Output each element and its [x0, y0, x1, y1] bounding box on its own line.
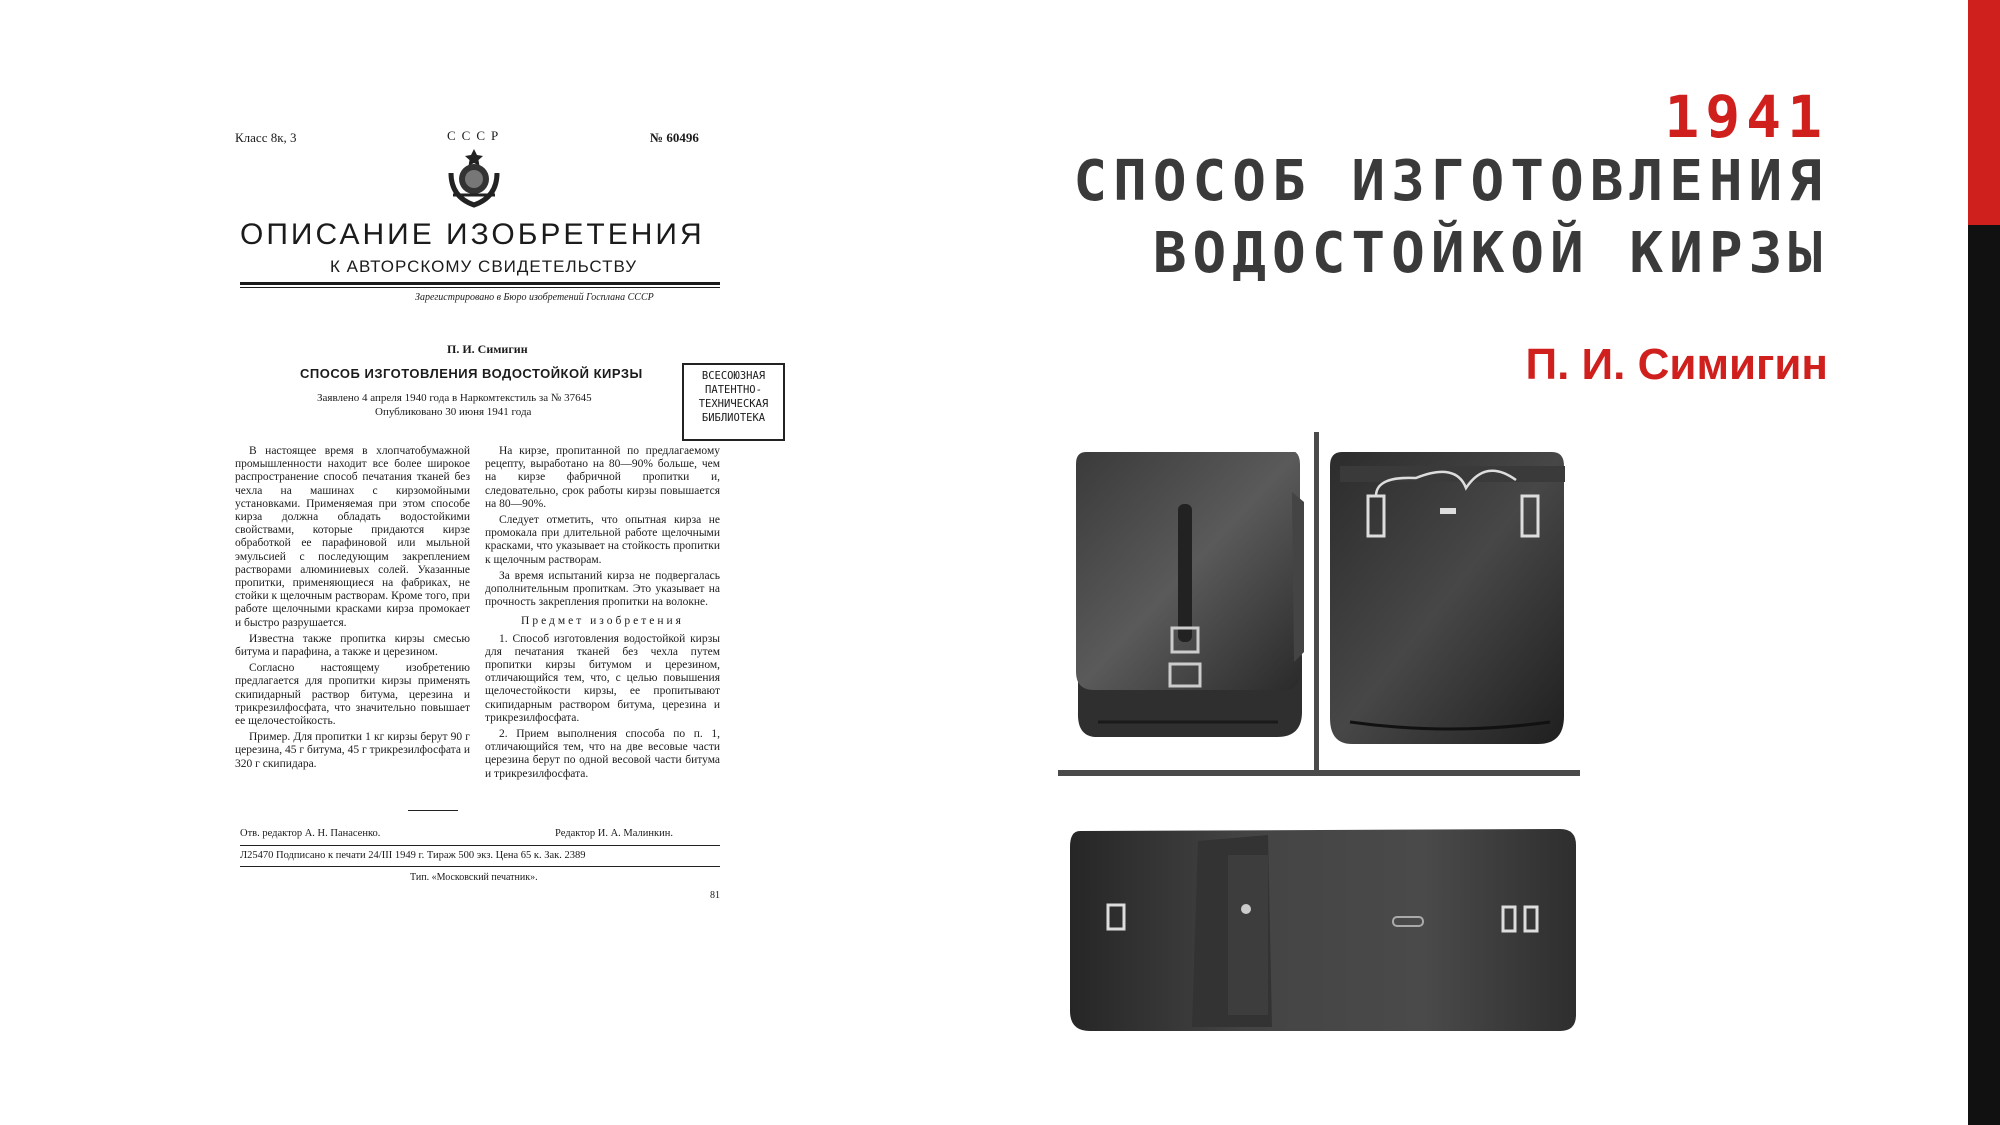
title-author: П. И. Симигин — [1525, 340, 1828, 389]
stamp-line: БИБЛИОТЕКА — [701, 412, 766, 424]
doc-country: СССР — [447, 128, 505, 143]
ussr-emblem-icon — [443, 145, 505, 209]
accent-bar-black — [1968, 225, 2000, 1125]
stamp-line: ВСЕСОЮЗНАЯ — [701, 370, 766, 382]
doc-typography: Тип. «Московский печатник». — [410, 872, 538, 883]
photo-divider-horizontal — [1058, 770, 1580, 776]
doc-editor-right: Редактор И. А. Малинкин. — [555, 828, 673, 839]
doc-author: П. И. Симигин — [447, 342, 528, 356]
photo-divider-vertical — [1314, 432, 1319, 772]
doc-subject-heading: Предмет изобретения — [521, 615, 684, 628]
doc-paragraph: В настоящее время в хлопчатобумажной промышленности находит все более широкое распространение способ печатания тканей без чехла на машинах с кирзомойными установками. Применяемая при этом способе кирза должна обладать водостойкими свойствами, которые придаются кирзе обработкой ее парафиновой или мыльной эмульсией с последующим закреплением растворами алюминиевых солей. Указанные пропитки, применяющиеся на фабриках, не стойки к щелочным растворам. Кроме того, при работе щелочными красками кирза промокает и быстро разрушается. — [235, 445, 470, 629]
doc-class: Класс 8к, 3 — [235, 130, 297, 145]
doc-registered: Зарегистрировано в Бюро изобретений Госплана СССР — [415, 292, 654, 303]
doc-claim: 1. Способ изготовления водостойкой кирзы для печатания тканей без чехла путем пропитки кирзы битумом и церезином, отличающийся тем, что, с целью повышения щелочестойкости кирзы, ее пропитывают скипидарным раствором битума, церезина и трикрезилфосфата. — [485, 632, 720, 724]
doc-left-column — [235, 445, 470, 774]
doc-paragraph: Согласно настоящему изобретению предлагается для пропитки кирзы применять скипидарный раствор битума, церезина и трикрезилфосфата, что значительно повышает ее щелочестойкость. — [235, 662, 470, 728]
title-line-2: ВОДОСТОЙКОЙ КИРЗЫ — [1152, 221, 1828, 286]
doc-divider — [408, 810, 458, 811]
doc-number: № 60496 — [650, 130, 699, 145]
doc-claim: 2. Прием выполнения способа по п. 1, отличающийся тем, что на две весовые части церезина берут по одной весовой части битума и трикрезилфосфата. — [485, 728, 720, 780]
doc-paragraph: За время испытаний кирза не подвергалась дополнительным пропиткам. Это указывает на прочность закрепления пропитки на волокне. — [485, 569, 720, 609]
stamp-line: ПАТЕНТНО- — [705, 384, 762, 396]
stamp-line: ТЕХНИЧЕСКАЯ — [698, 398, 769, 410]
doc-page-number: 81 — [710, 890, 720, 901]
doc-print-info: Л25470 Подписано к печати 24/III 1949 г. Тираж 500 экз. Цена 65 к. Зак. 2389 — [240, 850, 586, 861]
doc-right-column — [485, 445, 720, 784]
doc-title: СПОСОБ ИЗГОТОВЛЕНИЯ ВОДОСТОЙКОЙ КИРЗЫ — [300, 366, 643, 381]
doc-published: Опубликовано 30 июня 1941 года — [375, 406, 532, 418]
doc-paragraph: Следует отметить, что опытная кирза не промокала при длительной работе щелочными красками, что указывает на стойкость пропитки к щелочным растворам. — [485, 514, 720, 566]
doc-editor-left: Отв. редактор А. Н. Панасенко. — [240, 828, 381, 839]
doc-filed: Заявлено 4 апреля 1940 года в Наркомтекстиль за № 37645 — [317, 392, 592, 404]
doc-rule — [240, 845, 720, 846]
title-year: 1941 — [1664, 83, 1828, 151]
library-stamp — [682, 363, 785, 441]
accent-bar-red — [1968, 0, 2000, 225]
leather-bag-back-icon — [1330, 452, 1575, 747]
title-line-1: СПОСОБ ИЗГОТОВЛЕНИЯ — [1073, 149, 1828, 214]
doc-rule — [240, 287, 720, 288]
doc-paragraph: Пример. Для пропитки 1 кг кирзы берут 90 г церезина, 45 г битума, 45 г трикрезилфосфата и 320 г скипидара. — [235, 731, 470, 770]
doc-rule — [240, 866, 720, 867]
patent-document — [165, 110, 795, 1040]
doc-paragraph: Известна также пропитка кирзы смесью битума и парафина, а также и церезином. — [235, 632, 470, 659]
doc-heading: ОПИСАНИЕ ИЗОБРЕТЕНИЯ — [240, 218, 705, 251]
leather-bag-open-icon — [1068, 825, 1580, 1033]
doc-subheading: К АВТОРСКОМУ СВИДЕТЕЛЬСТВУ — [330, 257, 638, 276]
doc-paragraph: На кирзе, пропитанной по предлагаемому рецепту, выработано на 80—90% больше, чем на кирзе фабричной пропитки и, следовательно, срок работы кирзы повышается на 80—90%. — [485, 445, 720, 510]
doc-rule — [240, 282, 720, 285]
leather-bag-front-icon — [1068, 452, 1308, 742]
